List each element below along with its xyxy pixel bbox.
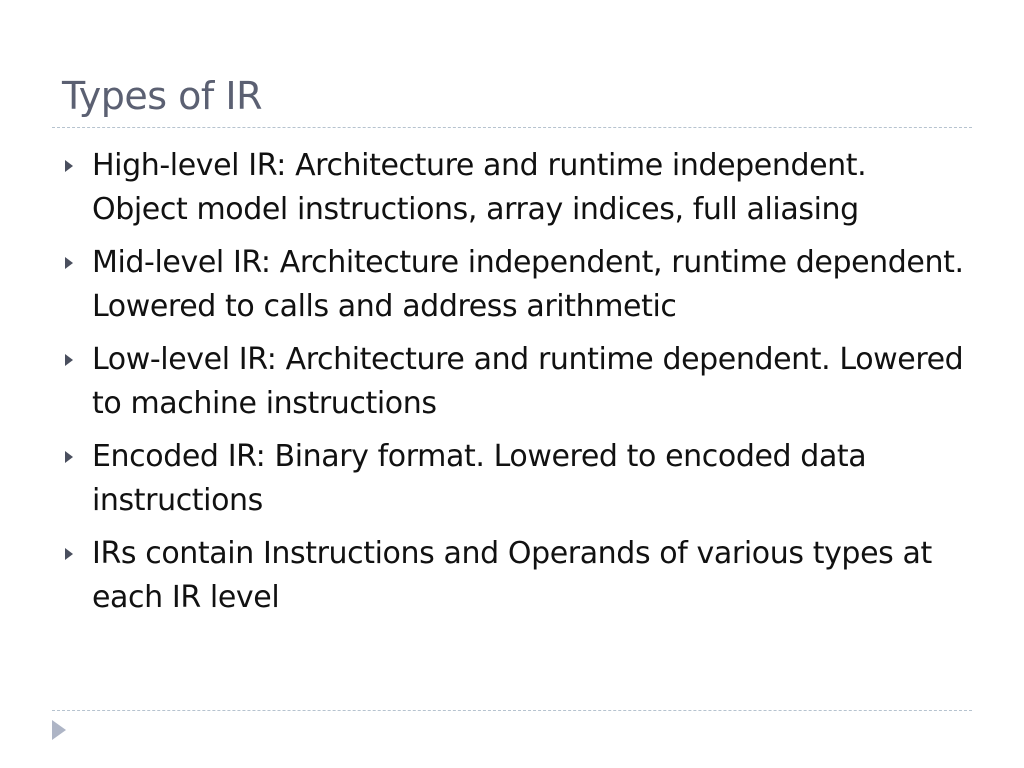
play-arrow-icon[interactable] [52,720,66,740]
bullet-item [62,338,967,426]
triangle-right-icon [65,451,73,463]
triangle-right-icon [65,354,73,366]
bullet-text: Mid-level IR: Architecture independent, runtime dependent. Lowered to calls and address arithmetic [92,245,964,324]
bullet-text: Low-level IR: Architecture and runtime dependent. Lowered to machine instructions [92,342,964,421]
bullet-item [62,241,967,329]
bullet-item [62,532,967,620]
title-divider [52,127,972,128]
bullet-item [62,435,967,523]
slide-title: Types of IR [62,74,262,118]
triangle-right-icon [65,160,73,172]
triangle-right-icon [65,257,73,269]
bullet-item [62,144,967,232]
footer-divider [52,710,972,711]
triangle-right-icon [65,548,73,560]
bullet-text: High-level IR: Architecture and runtime independent. Object model instructions, array indices, full aliasing [92,148,867,227]
bullet-list [62,144,967,629]
bullet-text: Encoded IR: Binary format. Lowered to encoded data instructions [92,439,867,518]
bullet-text: IRs contain Instructions and Operands of various types at each IR level [92,536,932,615]
